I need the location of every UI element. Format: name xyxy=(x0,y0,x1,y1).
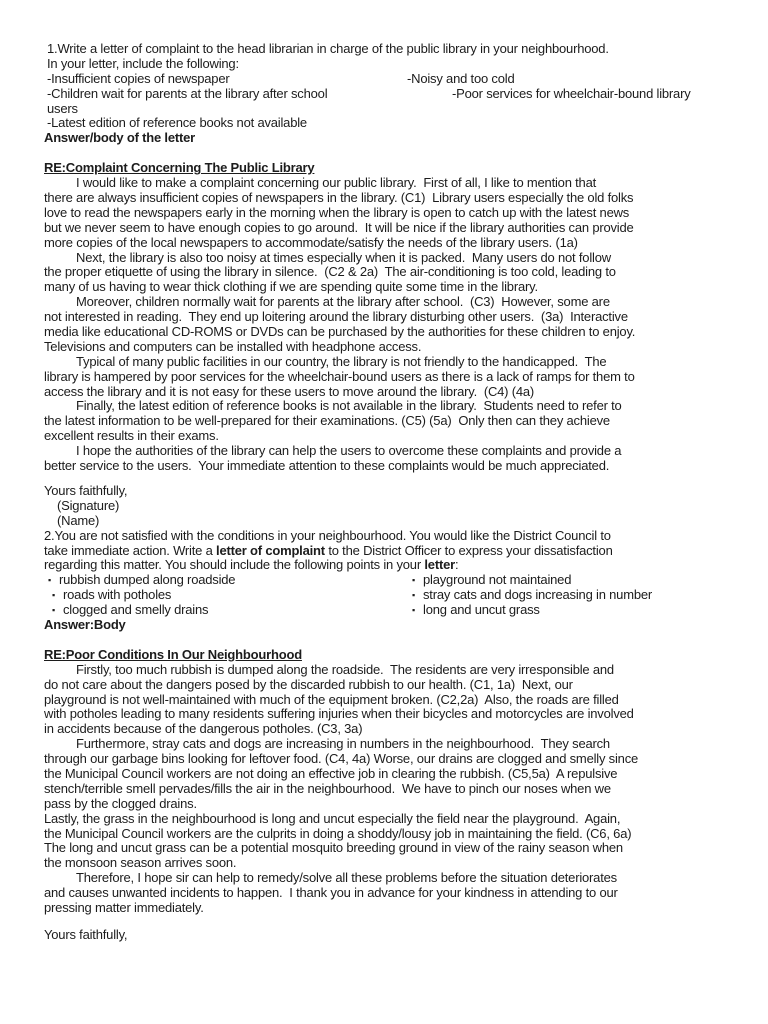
text-run: and causes unwanted incidents to happen. I thank you in advance for your kindness in attending to our xyxy=(44,885,618,901)
text-line xyxy=(44,102,754,117)
text-run: -Children wait for parents at the library after school xyxy=(47,85,328,101)
text-line xyxy=(44,221,754,236)
text-line xyxy=(44,236,754,251)
text-run: : xyxy=(454,557,459,573)
text-line xyxy=(44,161,754,176)
question-1-points-row-1-line xyxy=(44,72,754,87)
text-line xyxy=(44,663,754,678)
letter-1-paragraph-5 xyxy=(44,399,754,444)
text-run: I would like to make a complaint concerning our public library. First of all, I like to mention that xyxy=(76,175,597,191)
text-run: Yours faithfully, xyxy=(44,926,128,942)
text-run: -Poor services for wheelchair-bound library xyxy=(452,85,691,101)
bold-text-run: RE:Poor Conditions In Our Neighbourhood xyxy=(44,646,302,662)
bullet-icon: ▪ xyxy=(48,575,51,586)
text-run: to the District Officer to express your dissatisfaction xyxy=(324,542,613,558)
text-line xyxy=(44,871,754,886)
text-line xyxy=(44,886,754,901)
letter-1-signature xyxy=(44,499,754,529)
text-run: access the library and it is not easy for these users to move around the library. (C4) (4a) xyxy=(44,383,535,399)
letter-2-paragraph-3 xyxy=(44,812,754,872)
text-line xyxy=(44,707,754,722)
text-line xyxy=(44,191,754,206)
text-run: the proper etiquette of using the library in silence. (C2 & 2a) The air-conditioning is too cold, leading to xyxy=(44,264,616,280)
answer-label-2 xyxy=(44,618,754,633)
text-run: stray cats and dogs increasing in number xyxy=(423,587,653,603)
text-run: Moreover, children normally wait for parents at the library after school. (C3) However, some are xyxy=(76,294,610,310)
bold-text-run: Answer/body of the letter xyxy=(44,130,196,146)
bold-text-run: letter of complaint xyxy=(216,542,325,558)
text-run: the Municipal Council workers are not doing an effective job in clearing the rubbish. (C5,5a) A repulsive xyxy=(44,765,618,781)
right-column-item xyxy=(452,87,691,102)
text-run: -Insufficient copies of newspaper xyxy=(47,70,230,86)
text-run: excellent results in their exams. xyxy=(44,428,219,444)
question-2-points-row-2 xyxy=(44,588,754,603)
text-run: the monsoon season arrives soon. xyxy=(44,855,237,871)
text-line xyxy=(44,265,754,280)
text-run: I hope the authorities of the library can help the users to overcome these complaints and provide a xyxy=(76,443,622,459)
letter-1-subject xyxy=(44,161,754,176)
text-run: Therefore, I hope sir can help to remedy/solve all these problems before the situation deteriorates xyxy=(76,870,617,886)
text-line xyxy=(44,529,754,544)
text-run: roads with potholes xyxy=(63,587,172,603)
text-run: in accidents because of the dangerous potholes. (C3, 3a) xyxy=(44,721,363,737)
text-line xyxy=(44,856,754,871)
letter-1-closing xyxy=(44,484,754,499)
bold-text-run: letter xyxy=(424,557,455,573)
text-line xyxy=(44,385,754,400)
text-line xyxy=(44,57,754,72)
text-line xyxy=(44,693,754,708)
letter-1-paragraph-1 xyxy=(44,176,754,250)
bullet-icon: ▪ xyxy=(52,605,55,616)
letter-1-paragraph-6 xyxy=(44,444,754,474)
text-run: rubbish dumped along roadside xyxy=(59,572,236,588)
question-2-points-row-1-line xyxy=(44,573,754,588)
question-2-points-row-2-line xyxy=(44,588,754,603)
gap-before-closing-2 xyxy=(44,916,754,928)
right-column-item xyxy=(412,573,571,588)
text-line xyxy=(44,678,754,693)
text-run: pressing matter immediately. xyxy=(44,899,204,915)
question-1-points-row-1 xyxy=(44,72,754,87)
text-line xyxy=(44,116,754,131)
text-line xyxy=(44,444,754,459)
right-column-item xyxy=(407,72,514,87)
letter-2-paragraph-2 xyxy=(44,737,754,811)
text-run: Yours faithfully, xyxy=(44,482,128,498)
text-line xyxy=(44,767,754,782)
text-run: with potholes leading to many residents suffering injuries when their bicycles and motorcycles are involved xyxy=(44,706,634,722)
letter-2-subject xyxy=(44,648,754,663)
text-run: clogged and smelly drains xyxy=(63,602,209,618)
text-run: playground is not well-maintained with much of the equipment broken. (C2,2a) Also, the roads are filled xyxy=(44,691,619,707)
text-run: Lastly, the grass in the neighbourhood is long and uncut especially the field near the playground. Again, xyxy=(44,810,621,826)
text-line xyxy=(44,42,754,57)
text-run: playground not maintained xyxy=(423,572,572,588)
text-line xyxy=(44,544,754,559)
question-1-point-3 xyxy=(44,116,754,131)
text-run: Typical of many public facilities in our country, the library is not friendly to the handicapped. The xyxy=(76,353,607,369)
left-column-item xyxy=(44,86,327,101)
text-run: Next, the library is also too noisy at times especially when it is packed. Many users do not follow xyxy=(76,249,611,265)
text-run: Finally, the latest edition of reference books is not available in the library. Students need to refer to xyxy=(76,398,622,414)
text-line xyxy=(44,782,754,797)
text-run: library is hampered by poor services for the wheelchair-bound users as there is a lack of ramps for them to xyxy=(44,368,635,384)
text-line xyxy=(44,737,754,752)
text-line xyxy=(44,206,754,221)
text-line xyxy=(44,131,754,146)
text-run: 2.You are not satisfied with the conditions in your neighbourhood. You would like the District Council to xyxy=(44,527,611,543)
text-run: Televisions and computers can be installed with headphone access. xyxy=(44,338,422,354)
text-line xyxy=(44,414,754,429)
text-run: regarding this matter. You should include the following points in your xyxy=(44,557,425,573)
text-line xyxy=(44,558,754,573)
left-column-item xyxy=(44,572,235,587)
text-line xyxy=(44,499,754,514)
text-run: do not care about the dangers posed by the discarded rubbish to our health. (C1, 1a) Next, our xyxy=(44,676,573,692)
text-run: In your letter, include the following: xyxy=(47,55,239,71)
text-line xyxy=(44,280,754,295)
letter-1-paragraph-2 xyxy=(44,251,754,296)
text-line xyxy=(44,648,754,663)
text-run: but we never seem to have enough copies to go around. It will be nice if the library authorities can provide xyxy=(44,219,634,235)
question-2-intro xyxy=(44,529,754,574)
text-line xyxy=(44,514,754,529)
left-column-item xyxy=(44,602,208,617)
question-2-points-row-3 xyxy=(44,603,754,618)
left-column-item xyxy=(44,71,230,86)
text-line xyxy=(44,325,754,340)
text-run: better service to the users. Your immediate attention to these complaints would be much appreciated. xyxy=(44,458,610,474)
text-line xyxy=(44,399,754,414)
answer-label-1 xyxy=(44,131,754,146)
question-1-points-row-2-line xyxy=(44,87,754,102)
text-line xyxy=(44,429,754,444)
text-run: many of us having to wear thick clothing if we are spending quite some time in the library. xyxy=(44,279,538,295)
text-run: (Signature) xyxy=(57,497,120,513)
gap-before-letter-1 xyxy=(44,146,754,161)
bullet-icon: ▪ xyxy=(412,575,415,586)
question-1-intro xyxy=(44,42,754,72)
text-run: long and uncut grass xyxy=(423,602,540,618)
text-line xyxy=(44,618,754,633)
bullet-icon: ▪ xyxy=(412,605,415,616)
gap-before-letter-2 xyxy=(44,633,754,648)
bold-text-run: RE:Complaint Concerning The Public Library xyxy=(44,160,315,176)
bullet-icon: ▪ xyxy=(52,590,55,601)
text-run: there are always insufficient copies of newspapers in the library. (C1) Library users especially the old folks xyxy=(44,190,634,206)
bullet-icon: ▪ xyxy=(412,590,415,601)
question-1-points-continuation xyxy=(44,102,754,117)
text-run: the Municipal Council workers are the culprits in doing a shoddy/lousy job in maintaining the field. (C6, 6a) xyxy=(44,825,632,841)
text-line xyxy=(44,841,754,856)
text-line xyxy=(44,295,754,310)
letter-2-closing xyxy=(44,928,754,943)
letter-2-paragraph-4 xyxy=(44,871,754,916)
text-run: The long and uncut grass can be a potential mosquito breeding ground in view of the rainy season when xyxy=(44,840,623,856)
right-column-item xyxy=(412,588,652,603)
text-line xyxy=(44,370,754,385)
text-run: stench/terrible smell pervades/fills the air in the neighbourhood. We have to pinch our noses when we xyxy=(44,780,611,796)
text-run: (Name) xyxy=(57,512,100,528)
gap-before-closing-1 xyxy=(44,474,754,484)
text-run: Firstly, too much rubbish is dumped along the roadside. The residents are very irresponsible and xyxy=(76,661,614,677)
text-line xyxy=(44,310,754,325)
left-column-item xyxy=(44,587,171,602)
text-run: pass by the clogged drains. xyxy=(44,795,197,811)
text-line xyxy=(44,176,754,191)
text-run: more copies of the local newspapers to accommodate/satisfy the needs of the library users. (1a) xyxy=(44,234,578,250)
document-content xyxy=(44,42,754,943)
question-2-points-row-3-line xyxy=(44,603,754,618)
text-line xyxy=(44,459,754,474)
text-line xyxy=(44,827,754,842)
text-line xyxy=(44,355,754,370)
letter-1-paragraph-4 xyxy=(44,355,754,400)
text-run: users xyxy=(47,100,78,116)
text-run: -Latest edition of reference books not available xyxy=(47,115,307,131)
right-column-item xyxy=(412,603,540,618)
text-run: Furthermore, stray cats and dogs are increasing in numbers in the neighbourhood. They search xyxy=(76,736,610,752)
text-line xyxy=(44,484,754,499)
text-line xyxy=(44,752,754,767)
text-run: -Noisy and too cold xyxy=(407,70,515,86)
question-1-points-row-2 xyxy=(44,87,754,102)
text-run: love to read the newspapers early in the morning when the library is open to catch up with the latest news xyxy=(44,204,630,220)
text-run: the latest information to be well-prepared for their examinations. (C5) (5a) Only then can they achieve xyxy=(44,413,610,429)
text-line xyxy=(44,722,754,737)
text-line xyxy=(44,340,754,355)
text-line xyxy=(44,251,754,266)
text-run: not interested in reading. They end up loitering around the library disturbing other users. (3a) Interactive xyxy=(44,309,628,325)
text-line xyxy=(44,812,754,827)
text-run: media like educational CD-ROMS or DVDs can be purchased by the authorities for these children to enjoy. xyxy=(44,324,636,340)
text-run: 1.Write a letter of complaint to the head librarian in charge of the public library in your neighbourhood. xyxy=(47,41,609,56)
text-run: through our garbage bins looking for leftover food. (C4, 4a) Worse, our drains are clogged and smelly since xyxy=(44,751,639,767)
letter-2-paragraph-1 xyxy=(44,663,754,737)
question-2-points-row-1 xyxy=(44,573,754,588)
text-line xyxy=(44,901,754,916)
text-line xyxy=(44,928,754,943)
bold-text-run: Answer:Body xyxy=(44,616,126,632)
letter-1-paragraph-3 xyxy=(44,295,754,355)
text-run: take immediate action. Write a xyxy=(44,542,217,558)
text-line xyxy=(44,797,754,812)
